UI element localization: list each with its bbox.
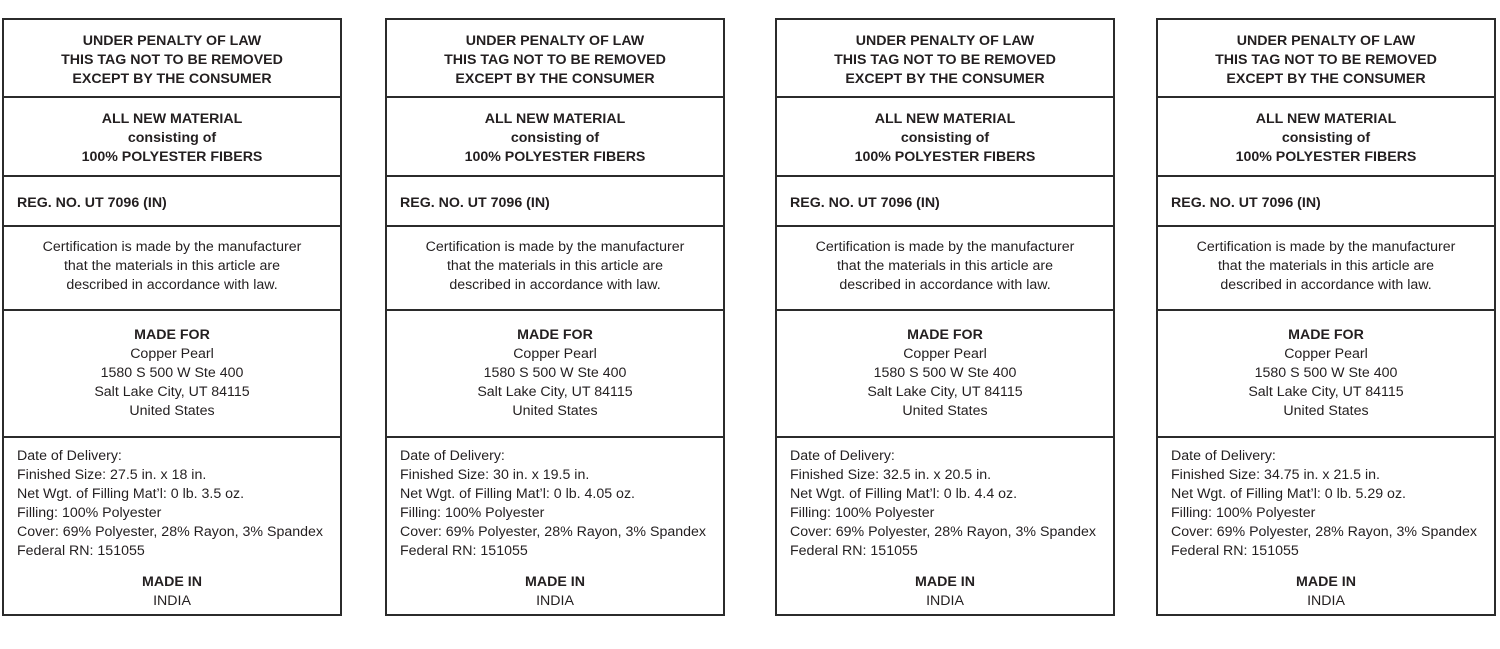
certification-line: Certification is made by the manufacturer <box>42 239 302 255</box>
material-line: consisting of <box>127 130 217 146</box>
header-line: EXCEPT BY THE CONSUMER <box>845 71 1045 87</box>
address-line: 1580 S 500 W Ste 400 <box>100 365 244 381</box>
made-in-country: INDIA <box>926 593 964 609</box>
material-line: consisting of <box>900 130 990 146</box>
certification-line: Certification is made by the manufacturer <box>815 239 1075 255</box>
address-line: Copper Pearl <box>903 346 987 362</box>
law-tag-1 <box>2 18 342 616</box>
material-section <box>387 98 723 177</box>
material-line: ALL NEW MATERIAL <box>874 111 1016 127</box>
detail-line: Net Wgt. of Filling Mat’l: 0 lb. 4.4 oz. <box>790 486 1018 502</box>
header-line: UNDER PENALTY OF LAW <box>465 33 645 49</box>
address-line: 1580 S 500 W Ste 400 <box>483 365 627 381</box>
detail-line: Cover: 69% Polyester, 28% Rayon, 3% Spandex <box>790 524 1096 540</box>
made-for-heading: MADE FOR <box>907 327 983 343</box>
certification-section <box>387 227 723 311</box>
certification-line: that the materials in this article are <box>446 258 664 274</box>
material-line: 100% POLYESTER FIBERS <box>81 149 263 165</box>
certification-line: that the materials in this article are <box>836 258 1054 274</box>
address-line: United States <box>1283 403 1369 419</box>
material-line: 100% POLYESTER FIBERS <box>464 149 646 165</box>
certification-line: described in accordance with law. <box>1220 277 1432 293</box>
tag-header-section <box>387 20 723 98</box>
detail-line: Federal RN: 151055 <box>1171 543 1299 559</box>
detail-line: Finished Size: 34.75 in. x 21.5 in. <box>1171 467 1380 483</box>
header-line: UNDER PENALTY OF LAW <box>1236 33 1416 49</box>
tag-header-section <box>777 20 1113 98</box>
address-line: United States <box>902 403 988 419</box>
material-line: consisting of <box>510 130 600 146</box>
made-for-section <box>4 311 340 438</box>
detail-line: Cover: 69% Polyester, 28% Rayon, 3% Spandex <box>1171 524 1477 540</box>
made-for-heading: MADE FOR <box>134 327 210 343</box>
law-tag-4 <box>1156 18 1496 616</box>
material-line: ALL NEW MATERIAL <box>1255 111 1397 127</box>
reg-no: REG. NO. UT 7096 (IN) <box>17 195 167 211</box>
reg-no-section <box>4 177 340 227</box>
certification-section <box>4 227 340 311</box>
material-section <box>777 98 1113 177</box>
reg-no: REG. NO. UT 7096 (IN) <box>400 195 550 211</box>
made-in-heading: MADE IN <box>142 574 202 590</box>
material-section <box>1158 98 1494 177</box>
detail-line: Date of Delivery: <box>400 448 505 464</box>
made-in-heading: MADE IN <box>915 574 975 590</box>
material-line: ALL NEW MATERIAL <box>484 111 626 127</box>
detail-line: Filling: 100% Polyester <box>790 505 935 521</box>
certification-line: described in accordance with law. <box>449 277 661 293</box>
header-line: UNDER PENALTY OF LAW <box>855 33 1035 49</box>
made-in-heading: MADE IN <box>525 574 585 590</box>
made-in-country: INDIA <box>536 593 574 609</box>
detail-line: Net Wgt. of Filling Mat’l: 0 lb. 3.5 oz. <box>17 486 245 502</box>
tag-header-section <box>4 20 340 98</box>
details-section <box>1158 438 1494 614</box>
detail-line: Finished Size: 32.5 in. x 20.5 in. <box>790 467 992 483</box>
detail-line: Filling: 100% Polyester <box>400 505 545 521</box>
detail-line: Net Wgt. of Filling Mat’l: 0 lb. 4.05 oz. <box>400 486 635 502</box>
certification-line: that the materials in this article are <box>1217 258 1435 274</box>
certification-line: described in accordance with law. <box>839 277 1051 293</box>
address-line: United States <box>512 403 598 419</box>
material-line: 100% POLYESTER FIBERS <box>1235 149 1417 165</box>
header-line: THIS TAG NOT TO BE REMOVED <box>444 52 666 68</box>
details-section <box>4 438 340 614</box>
detail-line: Filling: 100% Polyester <box>17 505 162 521</box>
detail-line: Cover: 69% Polyester, 28% Rayon, 3% Spandex <box>400 524 706 540</box>
certification-section <box>1158 227 1494 311</box>
address-line: Copper Pearl <box>1284 346 1368 362</box>
details-section <box>777 438 1113 614</box>
made-in-heading: MADE IN <box>1296 574 1356 590</box>
made-in-country: INDIA <box>1307 593 1345 609</box>
address-line: United States <box>129 403 215 419</box>
detail-line: Federal RN: 151055 <box>400 543 528 559</box>
address-line: 1580 S 500 W Ste 400 <box>873 365 1017 381</box>
header-line: EXCEPT BY THE CONSUMER <box>455 71 655 87</box>
address-line: Copper Pearl <box>513 346 597 362</box>
tag-header-section <box>1158 20 1494 98</box>
material-line: ALL NEW MATERIAL <box>101 111 243 127</box>
header-line: EXCEPT BY THE CONSUMER <box>72 71 272 87</box>
detail-line: Date of Delivery: <box>790 448 895 464</box>
address-line: Copper Pearl <box>130 346 214 362</box>
reg-no: REG. NO. UT 7096 (IN) <box>790 195 940 211</box>
made-for-heading: MADE FOR <box>1288 327 1364 343</box>
detail-line: Federal RN: 151055 <box>790 543 918 559</box>
made-for-heading: MADE FOR <box>517 327 593 343</box>
header-line: THIS TAG NOT TO BE REMOVED <box>61 52 283 68</box>
detail-line: Cover: 69% Polyester, 28% Rayon, 3% Spandex <box>17 524 323 540</box>
reg-no-section <box>777 177 1113 227</box>
header-line: THIS TAG NOT TO BE REMOVED <box>1215 52 1437 68</box>
header-line: UNDER PENALTY OF LAW <box>82 33 262 49</box>
detail-line: Finished Size: 27.5 in. x 18 in. <box>17 467 207 483</box>
address-line: Salt Lake City, UT 84115 <box>477 384 633 400</box>
certification-section <box>777 227 1113 311</box>
details-section <box>387 438 723 614</box>
reg-no-section <box>387 177 723 227</box>
address-line: 1580 S 500 W Ste 400 <box>1254 365 1398 381</box>
material-section <box>4 98 340 177</box>
law-tag-2 <box>385 18 725 616</box>
address-line: Salt Lake City, UT 84115 <box>94 384 250 400</box>
made-for-section <box>1158 311 1494 438</box>
detail-line: Finished Size: 30 in. x 19.5 in. <box>400 467 590 483</box>
material-line: 100% POLYESTER FIBERS <box>854 149 1036 165</box>
material-line: consisting of <box>1281 130 1371 146</box>
made-in-country: INDIA <box>153 593 191 609</box>
made-for-section <box>777 311 1113 438</box>
certification-line: Certification is made by the manufacturer <box>1196 239 1456 255</box>
certification-line: Certification is made by the manufacturer <box>425 239 685 255</box>
law-tag-3 <box>775 18 1115 616</box>
reg-no-section <box>1158 177 1494 227</box>
detail-line: Federal RN: 151055 <box>17 543 145 559</box>
detail-line: Filling: 100% Polyester <box>1171 505 1316 521</box>
header-line: EXCEPT BY THE CONSUMER <box>1226 71 1426 87</box>
address-line: Salt Lake City, UT 84115 <box>867 384 1023 400</box>
detail-line: Net Wgt. of Filling Mat’l: 0 lb. 5.29 oz. <box>1171 486 1406 502</box>
reg-no: REG. NO. UT 7096 (IN) <box>1171 195 1321 211</box>
certification-line: that the materials in this article are <box>63 258 281 274</box>
address-line: Salt Lake City, UT 84115 <box>1248 384 1404 400</box>
made-for-section <box>387 311 723 438</box>
detail-line: Date of Delivery: <box>1171 448 1276 464</box>
header-line: THIS TAG NOT TO BE REMOVED <box>834 52 1056 68</box>
certification-line: described in accordance with law. <box>66 277 278 293</box>
detail-line: Date of Delivery: <box>17 448 122 464</box>
